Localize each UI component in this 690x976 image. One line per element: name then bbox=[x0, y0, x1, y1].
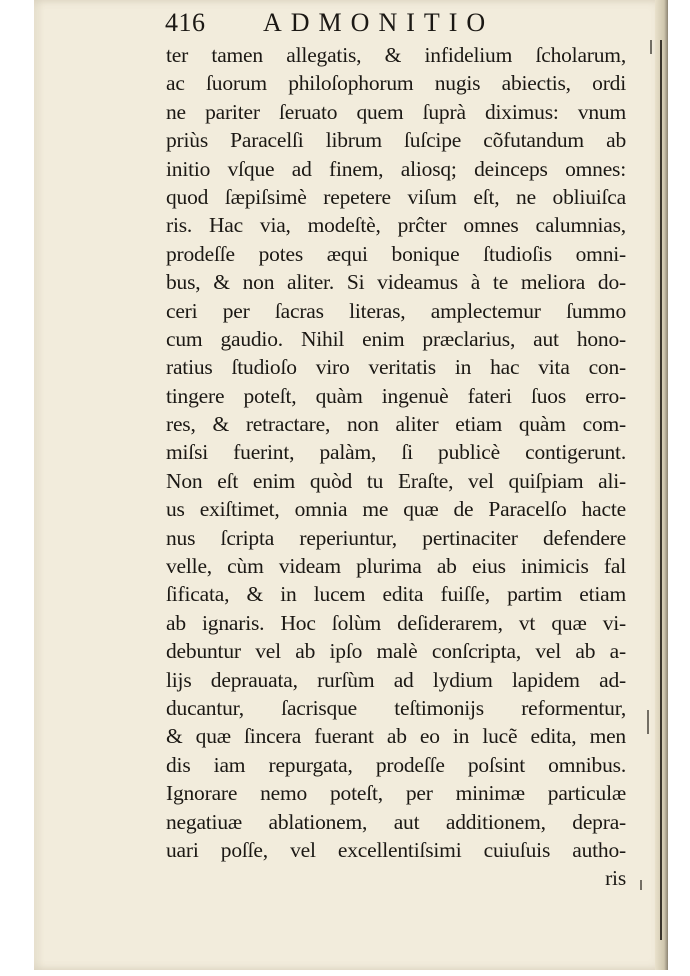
text-line: ratius ſtudioſo viro veritatis in hac vita con- bbox=[166, 355, 626, 380]
text-line: res, & retractare, non aliter etiam quàm com- bbox=[166, 412, 626, 437]
text-line: dis iam repurgata, prodeſſe poſsint omnibus. bbox=[166, 752, 626, 777]
text-line: ceri per ſacras literas, amplectemur ſummo bbox=[166, 298, 626, 323]
text-line: ab ignaris. Hoc ſolùm deſiderarem, vt quæ vi- bbox=[166, 610, 626, 635]
text-line: ducantur, ſacrisque teſtimonijs reformentur, bbox=[166, 695, 626, 720]
text-line: velle, cùm videam plurima ab eius inimicis fal bbox=[166, 554, 626, 579]
text-line: prodeſſe potes æqui bonique ſtudioſis omni- bbox=[166, 241, 626, 266]
text-line: negatiuæ ablationem, aut additionem, depra- bbox=[166, 809, 626, 834]
text-line: ſificata, & in lucem edita fuiſſe, partim etiam bbox=[166, 582, 626, 607]
text-line: Non eſt enim quòd tu Eraſte, vel quiſpiam ali- bbox=[166, 468, 626, 493]
text-line: quod ſæpiſsimè repetere viſum eſt, ne obliuiſca bbox=[166, 184, 626, 209]
text-line: ne pariter ſeruato quem ſuprà diximus: vnum bbox=[166, 99, 626, 124]
margin-mark bbox=[647, 710, 649, 734]
page-header bbox=[165, 6, 625, 36]
text-line: initio vſque ad finem, aliosq; deinceps omnes: bbox=[166, 156, 626, 181]
margin-mark bbox=[640, 880, 642, 890]
text-line: lijs deprauata, rurſùm ad lydium lapidem ad- bbox=[166, 667, 626, 692]
text-line: us exiſtimet, omnia me quæ de Paracelſo hacte bbox=[166, 497, 626, 522]
body-text bbox=[166, 41, 626, 893]
text-line: ac ſuorum philoſophorum nugis abiectis, ordi bbox=[166, 71, 626, 96]
page-number: 416 bbox=[165, 8, 206, 37]
margin-mark bbox=[650, 40, 652, 54]
gutter-line bbox=[660, 40, 662, 940]
text-line: Ignorare nemo poteſt, per minimæ particulæ bbox=[166, 781, 626, 806]
running-head: ADMONITIO bbox=[263, 8, 495, 37]
text-line: tingere poteſt, quàm ingenuè fateri ſuos erro- bbox=[166, 383, 626, 408]
text-line: nus ſcripta reperiuntur, pertinaciter defendere bbox=[166, 525, 626, 550]
text-line: miſsi fuerint, palàm, ſi publicè contigerunt. bbox=[166, 440, 626, 465]
text-line: priùs Paracelſi librum ſuſcipe cõfutandum ab bbox=[166, 128, 626, 153]
text-line: debuntur vel ab ipſo malè conſcripta, vel ab a- bbox=[166, 639, 626, 664]
text-line: cum gaudio. Nihil enim præclarius, aut hono- bbox=[166, 326, 626, 351]
text-line: uari poſſe, vel excellentiſsimi cuiuſuis autho- bbox=[166, 837, 626, 862]
text-line: & quæ ſincera fuerant ab eo in lucẽ edita, men bbox=[166, 724, 626, 749]
text-line: ter tamen allegatis, & infidelium ſcholarum, bbox=[166, 43, 626, 67]
catchword: ris bbox=[605, 866, 626, 891]
text-line: bus, & non aliter. Si videamus à te meliora do- bbox=[166, 270, 626, 295]
text-line: ris. Hac via, modeſtè, prĉter omnes calumnias, bbox=[166, 213, 626, 238]
